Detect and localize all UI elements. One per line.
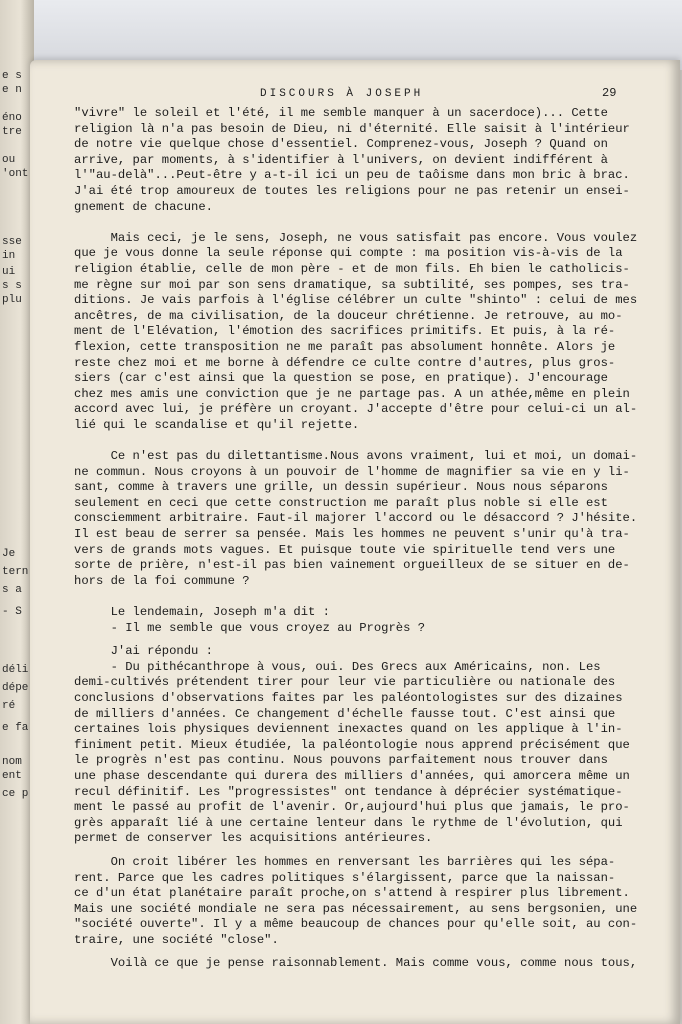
text-line: ment de l'Elévation, l'émotion des sacrifices primitifs. Et puis, à la ré- [74, 324, 616, 339]
text-line: recul définitif. Les "progressistes" ont tendance à déprécier systématique- [74, 784, 623, 799]
text-line: rent. Parce que les cadres politiques s'élargissent, parce que la naissan- [74, 870, 616, 885]
text-line: demi-cultivés prétendent tirer pour leur vie particulière ou nationale des [74, 675, 616, 690]
text-line: conclusions d'observations faites par les paléontologistes sur des dizaines [74, 690, 623, 705]
text-line: religion là n'a pas besoin de Dieu, ni d'éternité. Elle saisit à l'intérieur [74, 121, 630, 136]
paragraph [74, 855, 646, 949]
text-line: une phase descendante qui durera des milliers d'années, qui amorcera même un [74, 768, 630, 783]
text-line: certaines lois physiques deviennent inexactes quand on les applique à l'in- [74, 722, 623, 737]
paragraph [74, 956, 646, 972]
text-line: gnement de chacune. [74, 199, 213, 214]
text-line: Il est beau de serrer sa pensée. Mais les hommes ne peuvent s'unir qu'à tra- [74, 527, 630, 542]
text-line: traire, une société "close". [74, 932, 279, 947]
previous-page-fragment: tre [2, 126, 22, 138]
text-line: l'"au-delà"...Peut-être y a-t-il ici un peu de taôisme dans mon bric à brac. [74, 168, 630, 183]
previous-page-fragment: ui [2, 266, 16, 278]
text-line: Ce n'est pas du dilettantisme.Nous avons vraiment, lui et moi, un domai- [74, 449, 638, 464]
text-line: Voilà ce que je pense raisonnablement. Mais comme vous, comme nous tous, [74, 956, 638, 971]
paragraph-gap [74, 215, 646, 231]
text-line: consciemment arbitraire. Faut-il majorer l'accord ou le désaccord ? J'hésite. [74, 511, 638, 526]
text-line: J'ai répondu : [74, 644, 213, 659]
running-head: DISCOURS À JOSEPH [260, 88, 424, 100]
text-line: le progrès n'est pas continu. Nous pouvons parfaitement nous trouver dans [74, 753, 608, 768]
paragraph-gap [74, 847, 646, 855]
text-line: Mais une société mondiale ne sera pas nécessairement, au sens bergsonien, une [74, 901, 638, 916]
text-line: J'ai été trop amoureux de toutes les religions pour ne pas retenir un ensei- [74, 183, 630, 198]
previous-page-fragment: - S [2, 606, 22, 618]
previous-page-fragment: Je [2, 548, 16, 560]
previous-page-fragment: nom [2, 756, 22, 768]
previous-page-fragment: e s [2, 70, 22, 82]
text-line: me règne sur moi par son sens dramatique, sa subtilité, ses pompes, ses tra- [74, 277, 630, 292]
text-line: sant, comme à travers une grille, un dessin supérieur. Nous nous séparons [74, 480, 608, 495]
previous-page-fragment: ou [2, 154, 16, 166]
text-line: ditions. Je vais parfois à l'église célébrer un culte "shinto" : celui de mes [74, 293, 638, 308]
text-line: siers (car c'est ainsi que la question se pose, en pratique). J'encourage [74, 371, 608, 386]
previous-page-fragment: s s [2, 280, 22, 292]
text-line: finiment petit. Mieux étudiée, la paléontologie nous apprend précisément que [74, 737, 630, 752]
text-line: arrive, par moments, à s'identifier à l'univers, on devient indifférent à [74, 152, 608, 167]
text-line: reste chez moi et me borne à défendre ce culte contre d'autres, plus gros- [74, 355, 616, 370]
text-line: vers de grands mots vagues. Et puisque toute vie spirituelle tend vers une [74, 542, 616, 557]
text-line: ce d'un état planétaire paraît proche,on s'attend à respirer plus librement. [74, 886, 630, 901]
body-text [74, 106, 646, 972]
paragraph [74, 644, 646, 847]
previous-page-fragment: e fa [2, 722, 29, 734]
text-line: grès apparaît lié à une certaine lenteur dans le rythme de l'évolution, qui [74, 815, 623, 830]
previous-page-fragment: dépe [2, 682, 29, 694]
previous-page-fragment: tern [2, 566, 29, 578]
text-line: de milliers d'années. Ce changement d'échelle fausse tout. C'est ainsi que [74, 706, 616, 721]
paragraph-gap [74, 636, 646, 644]
text-line: de notre vie quelque chose d'essentiel. Comprenez-vous, Joseph ? Quand on [74, 137, 608, 152]
paragraph-gap [74, 948, 646, 956]
text-line: religion établie, celle de mon père - et de mon fils. Eh bien le catholicis- [74, 261, 630, 276]
text-line: On croit libérer les hommes en renversant les barrières qui les sépa- [74, 854, 616, 869]
previous-page-fragment: ré [2, 700, 16, 712]
text-line: - Du pithécanthrope à vous, oui. Des Grecs aux Américains, non. Les [74, 659, 601, 674]
previous-page-fragment: éno [2, 112, 22, 124]
previous-page-fragment: e n [2, 84, 22, 96]
text-line: ment le passé au profit de l'avenir. Or,aujourd'hui plus que jamais, le pro- [74, 800, 630, 815]
text-line: ancêtres, de ma civilisation, de la douceur chrétienne. Je retrouve, au mo- [74, 308, 623, 323]
previous-page-fragment: ce p [2, 788, 29, 800]
text-line: hors de la foi commune ? [74, 573, 250, 588]
text-line: seulement en ceci que cette construction me paraît plus noble si elle est [74, 495, 608, 510]
text-line: "vivre" le soleil et l'été, il me semble manquer à un sacerdoce)... Cette [74, 106, 608, 120]
paragraph [74, 106, 646, 215]
text-line: sorte de prière, n'est-il pas bien vainement orgueilleux de se situer en de- [74, 558, 630, 573]
previous-page-fragment: ent [2, 770, 22, 782]
text-line: Mais ceci, je le sens, Joseph, ne vous satisfait pas encore. Vous voulez [74, 230, 638, 245]
paragraph [74, 231, 646, 434]
paragraph-gap [74, 589, 646, 605]
text-line: lié qui le scandalise et qu'il rejette. [74, 417, 360, 432]
text-line: Le lendemain, Joseph m'a dit : [74, 605, 330, 619]
text-line: - Il me semble que vous croyez au Progrès ? [74, 620, 426, 635]
page-number: 29 [602, 86, 617, 100]
previous-page-fragment: déli [2, 664, 29, 676]
previous-page-fragment: in [2, 250, 16, 262]
paragraph-gap [74, 433, 646, 449]
book-page [30, 60, 680, 1024]
previous-page-edge [0, 0, 34, 1024]
paragraph [74, 605, 646, 636]
previous-page-fragment: plu [2, 294, 22, 306]
text-line: ne commun. Nous croyons à un pouvoir de l'homme de magnifier sa vie en y li- [74, 464, 630, 479]
text-line: permet de conserver les acquisitions antérieures. [74, 831, 433, 846]
previous-page-fragment: s a [2, 584, 22, 596]
previous-page-fragment: 'ont [2, 168, 29, 180]
text-line: accord avec lui, je préfère un croyant. J'accepte d'être pour celui-ci un al- [74, 402, 638, 417]
text-line: "société ouverte". Il y a même beaucoup de chances pour qu'elle soit, au con- [74, 917, 638, 932]
text-line: que je vous donne la seule réponse qui compte : ma position vis-à-vis de la [74, 246, 623, 261]
paragraph [74, 449, 646, 589]
text-line: flexion, cette transposition ne me paraît pas absolument honnête. Alors je [74, 339, 616, 354]
previous-page-fragment: sse [2, 236, 22, 248]
text-line: chez mes amis une conviction que je ne partage pas. A un athée,même en plein [74, 386, 630, 401]
